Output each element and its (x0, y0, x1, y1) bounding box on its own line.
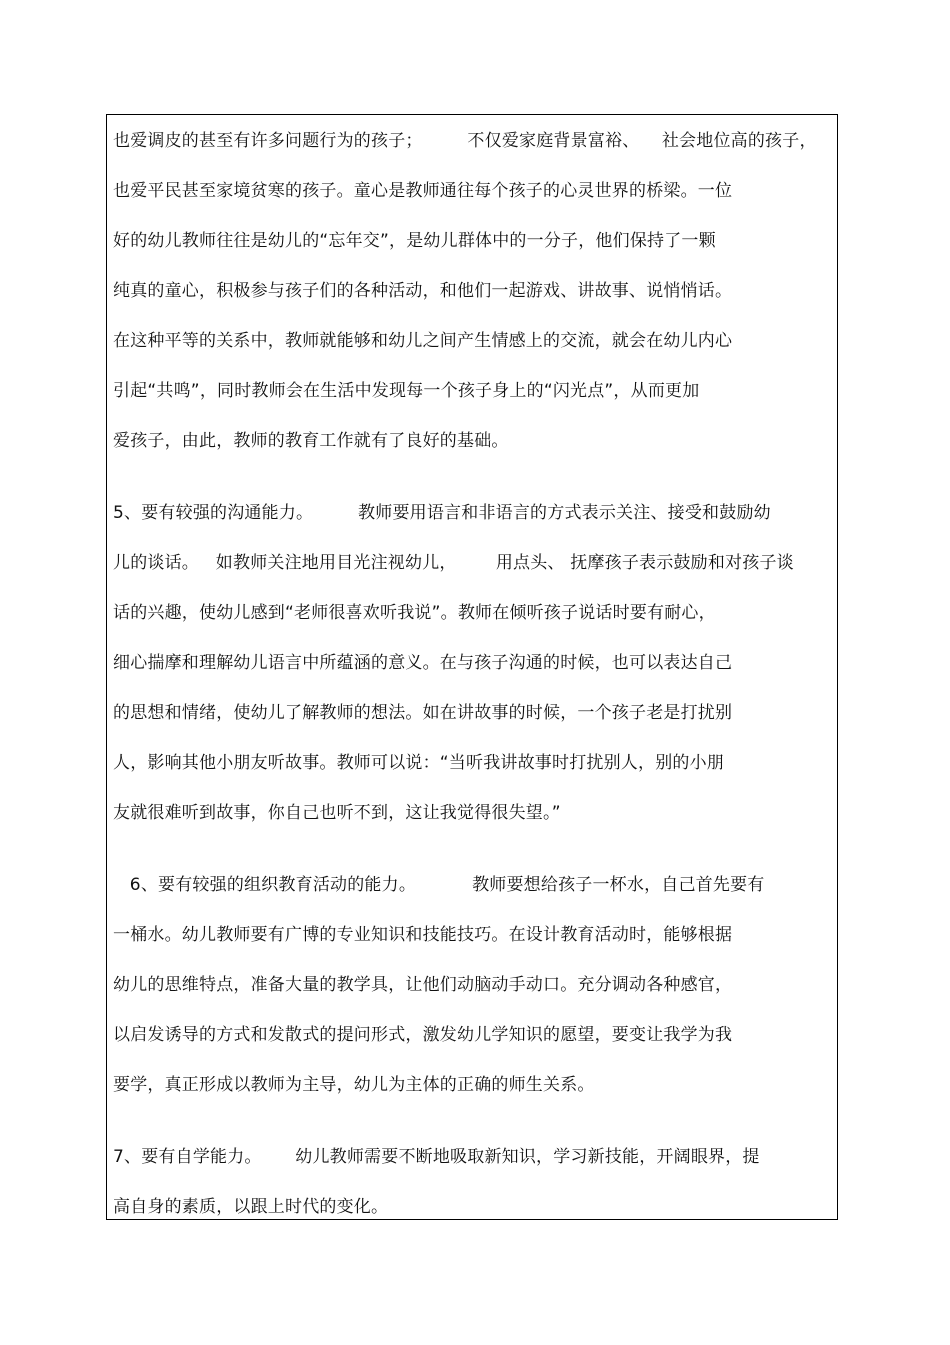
paragraph-line: 6、要有较强的组织教育活动的能力。 教师要想给孩子一杯水，自己首先要有 (113, 875, 765, 895)
paragraph-line: 高自身的素质，以跟上时代的变化。 (113, 1197, 389, 1217)
paragraph-line: 一桶水。幼儿教师要有广博的专业知识和技能技巧。在设计教育活动时，能够根据 (113, 925, 733, 945)
paragraph-line: 好的幼儿教师往往是幼儿的“忘年交”，是幼儿群体中的一分子，他们保持了一颗 (113, 231, 716, 251)
paragraph-line: 也爱调皮的甚至有许多问题行为的孩子； 不仅爱家庭背景富裕、 社会地位高的孩子， (113, 131, 817, 151)
paragraph-line: 要学，真正形成以教师为主导，幼儿为主体的正确的师生关系。 (113, 1075, 595, 1095)
paragraph-line: 引起“共鸣”，同时教师会在生活中发现每一个孩子身上的“闪光点”，从而更加 (113, 381, 700, 401)
paragraph-line: 细心揣摩和理解幼儿语言中所蕴涵的意义。在与孩子沟通的时候，也可以表达自己 (113, 653, 733, 673)
paragraph-line: 人，影响其他小朋友听故事。教师可以说：“当听我讲故事时打扰别人，别的小朋 (113, 753, 725, 773)
paragraph-line: 也爱平民甚至家境贫寒的孩子。童心是教师通往每个孩子的心灵世界的桥梁。一位 (113, 181, 733, 201)
paragraph-line: 纯真的童心，积极参与孩子们的各种活动，和他们一起游戏、讲故事、说悄悄话。 (113, 281, 733, 301)
paragraph-line: 友就很难听到故事，你自己也听不到，这让我觉得很失望。” (113, 803, 561, 823)
paragraph-line: 7、要有自学能力。 幼儿教师需要不断地吸取新知识，学习新技能，开阔眼界，提 (113, 1147, 760, 1167)
paragraph-line: 的思想和情绪，使幼儿了解教师的想法。如在讲故事的时候，一个孩子老是打扰别 (113, 703, 733, 723)
paragraph-line: 幼儿的思维特点，准备大量的教学具，让他们动脑动手动口。充分调动各种感官， (113, 975, 733, 995)
paragraph-line: 话的兴趣，使幼儿感到“老师很喜欢听我说”。教师在倾听孩子说话时要有耐心， (113, 603, 716, 623)
paragraph-line: 在这种平等的关系中，教师就能够和幼儿之间产生情感上的交流，就会在幼儿内心 (113, 331, 733, 351)
paragraph-line: 5、要有较强的沟通能力。 教师要用语言和非语言的方式表示关注、接受和鼓励幼 (113, 503, 771, 523)
paragraph-line: 以启发诱导的方式和发散式的提问形式，激发幼儿学知识的愿望，要变让我学为我 (113, 1025, 733, 1045)
paragraph-line: 爱孩子，由此，教师的教育工作就有了良好的基础。 (113, 431, 509, 451)
paragraph-line: 儿的谈话。 如教师关注地用目光注视幼儿， 用点头、 抚摩孩子表示鼓励和对孩子谈 (113, 553, 794, 573)
